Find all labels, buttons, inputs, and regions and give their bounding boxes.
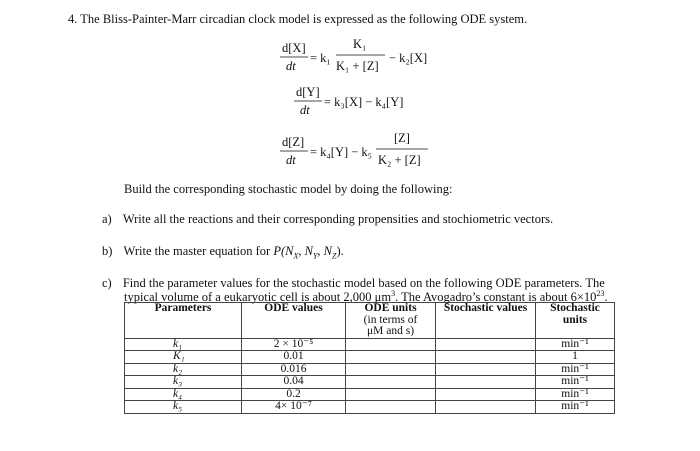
part-b-math-p: P(N xyxy=(273,244,294,258)
equation-2 xyxy=(294,85,403,117)
table-row xyxy=(125,388,615,401)
header-ode-values: ODE values xyxy=(242,303,346,339)
param-cell: k₅ xyxy=(125,401,242,414)
part-c-line2-b: . The Avogadro’s constant is about 6×10 xyxy=(395,290,597,304)
eq2-rhs: = k₃[X] − k₄[Y] xyxy=(324,95,404,109)
header-parameters: Parameters xyxy=(125,303,242,339)
eq1-lhs-numerator: d[X] xyxy=(282,41,306,55)
header-ode-units xyxy=(346,303,436,339)
stochastic-value-cell[interactable] xyxy=(436,376,536,389)
header-ode-units-sub1: (in terms of xyxy=(363,313,418,326)
ode-value-cell: 4× 10⁻⁷ xyxy=(242,401,346,414)
ode-value-cell: 0.04 xyxy=(242,376,346,389)
ode-units-cell[interactable] xyxy=(346,401,436,414)
stochastic-units-cell: min⁻¹ xyxy=(536,363,615,376)
eq2-lhs-numerator: d[Y] xyxy=(296,85,320,99)
table-row xyxy=(125,401,615,414)
ode-value-cell: 0.01 xyxy=(242,351,346,364)
stochastic-value-cell[interactable] xyxy=(436,338,536,351)
eq3-frac-denominator: K₂ + [Z] xyxy=(378,153,421,167)
part-a-text: Write all the reactions and their corresponding propensities and stochiometric vectors. xyxy=(122,212,554,226)
part-b-sub-x: X xyxy=(293,251,299,261)
header-ode-units-sub2: μM and s) xyxy=(366,325,415,337)
ode-units-cell[interactable] xyxy=(346,338,436,351)
header-stochastic-units-title: Stochastic xyxy=(550,302,600,314)
param-cell: k₁ xyxy=(125,338,242,351)
header-ode-units-title: ODE units xyxy=(364,302,417,314)
header-stochastic-units xyxy=(536,303,615,339)
part-b-sub-y: Y xyxy=(312,251,318,261)
stochastic-value-cell[interactable] xyxy=(436,363,536,376)
eq1-lhs-denominator: dt xyxy=(286,59,296,73)
header-stochastic-values: Stochastic values xyxy=(436,303,536,339)
table-header-row xyxy=(125,303,615,339)
table-row xyxy=(125,376,615,389)
part-b-text: Write the master equation for xyxy=(123,244,274,258)
ode-units-cell[interactable] xyxy=(346,388,436,401)
stochastic-value-cell[interactable] xyxy=(436,351,536,364)
stochastic-units-cell: min⁻¹ xyxy=(536,401,615,414)
part-c-line2-sup2: 23 xyxy=(596,288,605,298)
problem-intro-text: The Bliss-Painter-Marr circadian clock model is expressed as the following ODE system. xyxy=(80,12,528,26)
eq1-frac-numerator: K₁ xyxy=(353,37,367,51)
parameter-table xyxy=(124,302,615,414)
param-cell: k₄ xyxy=(125,388,242,401)
ode-units-cell[interactable] xyxy=(346,363,436,376)
eq1-rhs-a: = k₁ xyxy=(310,51,331,65)
stochastic-units-cell: min⁻¹ xyxy=(536,376,615,389)
table-row xyxy=(125,363,615,376)
stochastic-units-cell: 1 xyxy=(536,351,615,364)
eq3-lhs-denominator: dt xyxy=(286,153,296,167)
stochastic-value-cell[interactable] xyxy=(436,388,536,401)
eq3-rhs-a: = k₄[Y] − k₅ xyxy=(310,145,373,159)
param-cell: K₁ xyxy=(125,351,242,364)
param-cell: k₂ xyxy=(125,363,242,376)
ode-value-cell: 2 × 10⁻⁵ xyxy=(242,338,346,351)
ode-equations xyxy=(0,0,700,180)
eq1-frac-denominator: K₁ + [Z] xyxy=(336,59,379,73)
table-row xyxy=(125,351,615,364)
part-c-line2-c: . xyxy=(604,290,608,304)
part-c-line2-sup: 3 xyxy=(391,288,396,298)
stochastic-units-cell: min⁻¹ xyxy=(536,388,615,401)
part-c-line1: Find the parameter values for the stochastic model based on the following ODE parameters. The xyxy=(122,276,605,290)
problem-number: 4. xyxy=(68,12,78,26)
part-a-label: a) xyxy=(102,212,112,226)
param-cell: k₃ xyxy=(125,376,242,389)
header-stochastic-units-2: units xyxy=(562,313,588,326)
part-a xyxy=(102,212,553,227)
part-b: b) Write the master equation for $P(N_X$, $N_Y$, $N_Z$). xyxy=(102,244,344,261)
eq2-lhs-denominator: dt xyxy=(300,103,310,117)
equation-1 xyxy=(280,37,427,73)
ode-units-cell[interactable] xyxy=(346,351,436,364)
ode-units-cell[interactable] xyxy=(346,376,436,389)
part-c xyxy=(102,276,605,291)
stochastic-value-cell[interactable] xyxy=(436,401,536,414)
ode-value-cell: 0.016 xyxy=(242,363,346,376)
build-instruction: Build the corresponding stochastic model by doing the following: xyxy=(124,182,453,196)
stochastic-units-cell: min⁻¹ xyxy=(536,338,615,351)
table-row xyxy=(125,338,615,351)
part-b-sub-z: Z xyxy=(332,251,337,261)
eq1-rhs-b: − k₂[X] xyxy=(389,51,428,65)
part-b-label: b) xyxy=(102,244,113,258)
eq3-lhs-numerator: d[Z] xyxy=(282,135,305,149)
eq3-frac-numerator: [Z] xyxy=(394,131,410,145)
ode-value-cell: 0.2 xyxy=(242,388,346,401)
equation-3 xyxy=(280,131,428,167)
part-c-line2-a: typical volume of a eukaryotic cell is about 2,000 μm xyxy=(124,290,392,304)
part-c-label: c) xyxy=(102,276,112,290)
